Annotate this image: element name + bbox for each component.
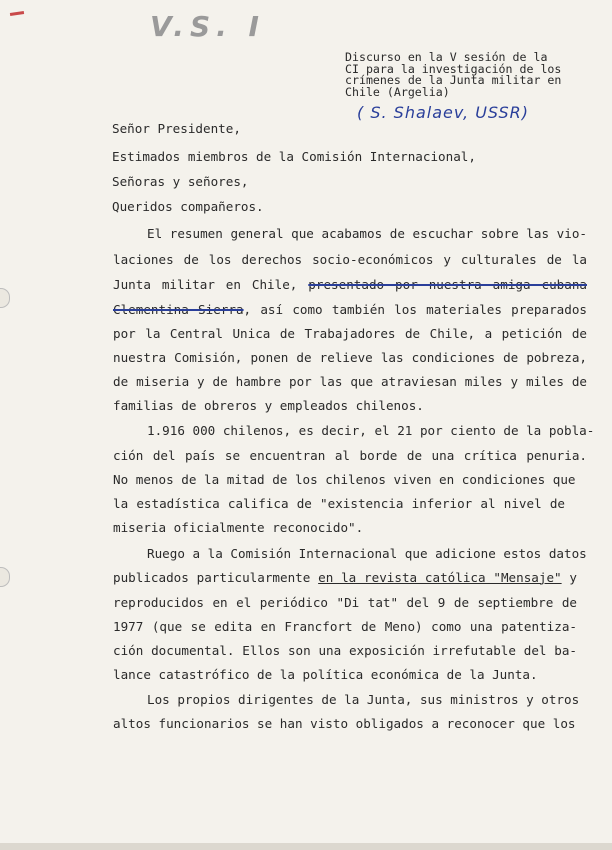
underlined-text: en la revista católica "Mensaje" [318,570,562,585]
struck-name: Clementina Sierra [113,302,244,317]
salutation-line-1: Señor Presidente, [112,121,241,136]
p1-line-8: familias de obreros y empleados chilenos. [113,398,424,413]
p1-line-4 [113,302,587,317]
p3-line-1: Ruego a la Comisión Internacional que adicione estos datos [147,546,587,561]
p1-line-7: de miseria y de hambre por las que atraviesan miles y miles de [113,374,587,389]
salutation-line-3: Señoras y señores, [112,174,249,189]
p2-line-4: la estadística califica de "existencia inferior al nivel de [113,496,565,511]
p3-line-5: ción documental. Ellos son una exposición irrefutable del ba- [113,643,577,658]
p2-line-5: miseria oficialmente reconocido". [113,520,364,535]
p1-line-6: nuestra Comisión, ponen de relieve las condiciones de pobreza, [113,350,587,365]
punch-hole [0,567,10,587]
p2-line-2: ción del país se encuentran al borde de una crítica penuria. [113,448,587,463]
header-line-1: Discurso en la V sesión de la [345,50,548,64]
red-pencil-mark [10,11,24,16]
p2-line-3: No menos de la mitad de los chilenos viven en condiciones que [113,472,576,487]
p1-line-3 [113,277,587,292]
header-line-2: CI para la investigación de los [345,61,562,76]
handwritten-author-note: ( S. Shalaev, USSR) [357,103,529,122]
p1-line-2: laciones de los derechos socio-económicos y culturales de la [113,252,587,267]
header-line-3: crímenes de la Junta militar en [345,73,562,87]
p3-line-2 [113,570,577,585]
p1-line-3-text: Junta militar en Chile, [113,277,309,292]
header-line-4: Chile (Argelia) [345,84,450,99]
p3-line-4: 1977 (que se edita en Francfort de Meno) como una patentiza- [113,619,577,634]
p1-line-5: por la Central Unica de Trabajadores de Chile, a petición de [113,326,587,341]
punch-hole [0,288,10,308]
p1-line-1: El resumen general que acabamos de escuchar sobre las vio- [147,226,587,241]
p2-line-1: 1.916 000 chilenos, es decir, el 21 por ciento de la pobla- [147,423,595,438]
page-edge [0,843,612,850]
struck-text: presentado por nuestra amiga cubana [308,277,587,292]
document-header [345,52,561,98]
p4-line-2: altos funcionarios se han visto obligados a reconocer que los [113,716,576,731]
p3-line-3: reproducidos en el periódico "Di tat" del 9 de septiembre de [113,595,577,610]
p3-line-2-text: publicados particularmente [113,570,319,585]
salutation-line-2: Estimados miembros de la Comisión Internacional, [112,149,476,164]
p3-line-2-end: y [561,570,577,585]
p3-line-6: lance catastrófico de la política económica de la Junta. [113,667,538,682]
p4-line-1: Los propios dirigentes de la Junta, sus ministros y otros [147,692,580,707]
handwritten-corner-mark: V.S. I [150,10,265,43]
p1-line-4-text: , así como también los materiales preparados [243,302,587,317]
salutation-line-4: Queridos compañeros. [112,199,264,214]
